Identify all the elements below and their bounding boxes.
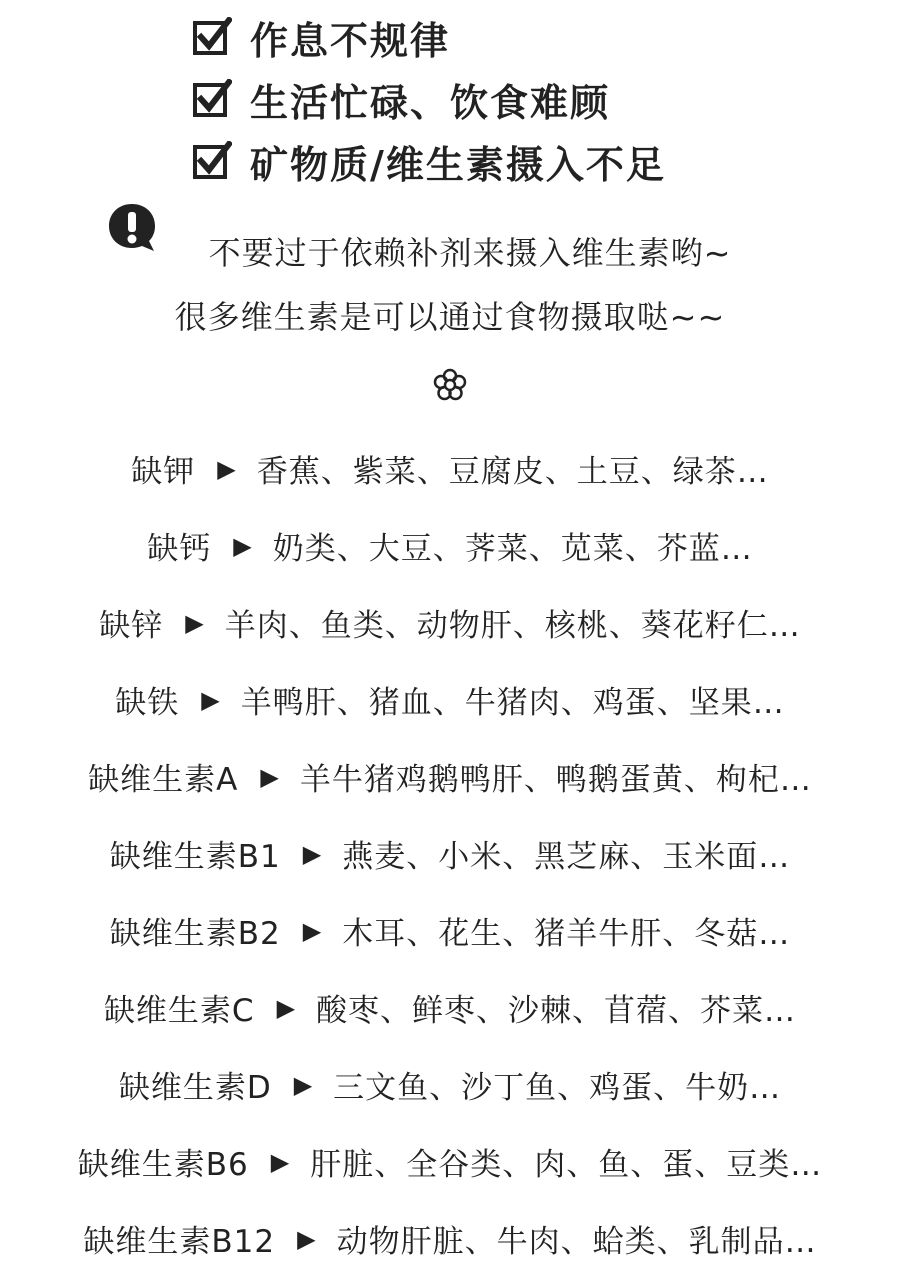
checked-box-icon xyxy=(192,79,232,119)
food-sources: 羊鸭肝、猪血、牛猪肉、鸡蛋、坚果… xyxy=(240,685,785,721)
tip-line: 很多维生素是可以通过食物摄取哒~~ xyxy=(174,298,726,336)
food-list xyxy=(0,430,900,1277)
list-item xyxy=(0,1200,900,1277)
list-item xyxy=(0,969,900,1046)
list-item xyxy=(0,661,900,738)
arrow-icon: ▶ xyxy=(302,839,323,868)
checklist-item xyxy=(192,6,812,68)
deficiency-label: 缺维生素A xyxy=(88,762,239,798)
list-item xyxy=(0,815,900,892)
arrow-icon: ▶ xyxy=(201,685,221,714)
arrow-icon: ▶ xyxy=(293,1070,314,1099)
arrow-icon: ▶ xyxy=(260,762,280,791)
deficiency-label: 缺维生素D xyxy=(118,1070,272,1106)
checklist-item-label: 生活忙碌、饮食难顾 xyxy=(250,80,611,125)
food-sources: 酸枣、鲜枣、沙棘、苜蓿、芥菜… xyxy=(316,993,797,1029)
food-sources: 燕麦、小米、黑芝麻、玉米面… xyxy=(342,839,791,875)
deficiency-label: 缺钙 xyxy=(147,531,212,567)
arrow-icon: ▶ xyxy=(185,608,205,637)
food-sources: 肝脏、全谷类、肉、鱼、蛋、豆类… xyxy=(310,1147,823,1183)
list-item xyxy=(0,1123,900,1200)
arrow-icon: ▶ xyxy=(233,531,253,560)
deficiency-label: 缺钾 xyxy=(131,454,196,490)
arrow-icon: ▶ xyxy=(276,993,297,1022)
deficiency-label: 缺维生素B1 xyxy=(109,839,281,875)
list-item xyxy=(0,892,900,969)
food-sources: 木耳、花生、猪羊牛肝、冬菇… xyxy=(342,916,791,952)
deficiency-label: 缺维生素B12 xyxy=(83,1224,276,1260)
arrow-icon: ▶ xyxy=(297,1224,317,1253)
arrow-icon: ▶ xyxy=(270,1147,291,1176)
food-sources: 动物肝脏、牛肉、蛤类、乳制品… xyxy=(336,1224,817,1260)
food-sources: 三文鱼、沙丁鱼、鸡蛋、牛奶… xyxy=(333,1070,782,1106)
checklist-item-label: 矿物质/维生素摄入不足 xyxy=(250,142,666,187)
list-item xyxy=(0,738,900,815)
food-sources: 奶类、大豆、荠菜、苋菜、芥蓝… xyxy=(272,531,753,567)
tip-line: 不要过于依赖补剂来摄入维生素哟~ xyxy=(208,234,732,272)
list-item xyxy=(0,1046,900,1123)
list-item xyxy=(0,584,900,661)
list-item xyxy=(0,430,900,507)
checklist-item xyxy=(192,68,812,130)
checked-box-icon xyxy=(192,17,232,57)
checklist-item-label: 作息不规律 xyxy=(250,18,451,63)
deficiency-label: 缺维生素B2 xyxy=(109,916,281,952)
flower-icon xyxy=(433,368,467,402)
checklist xyxy=(192,6,812,192)
deficiency-label: 缺铁 xyxy=(115,685,180,721)
deficiency-label: 缺维生素B6 xyxy=(77,1147,249,1183)
checked-box-icon xyxy=(192,141,232,181)
list-item xyxy=(0,507,900,584)
food-sources: 羊肉、鱼类、动物肝、核桃、葵花籽仁… xyxy=(224,608,801,644)
food-sources: 香蕉、紫菜、豆腐皮、土豆、绿茶… xyxy=(256,454,769,490)
checklist-item xyxy=(192,130,812,192)
deficiency-label: 缺锌 xyxy=(99,608,164,644)
arrow-icon: ▶ xyxy=(302,916,323,945)
arrow-icon: ▶ xyxy=(217,454,237,483)
deficiency-label: 缺维生素C xyxy=(103,993,255,1029)
food-sources: 羊牛猪鸡鹅鸭肝、鸭鹅蛋黄、枸杞… xyxy=(299,762,812,798)
